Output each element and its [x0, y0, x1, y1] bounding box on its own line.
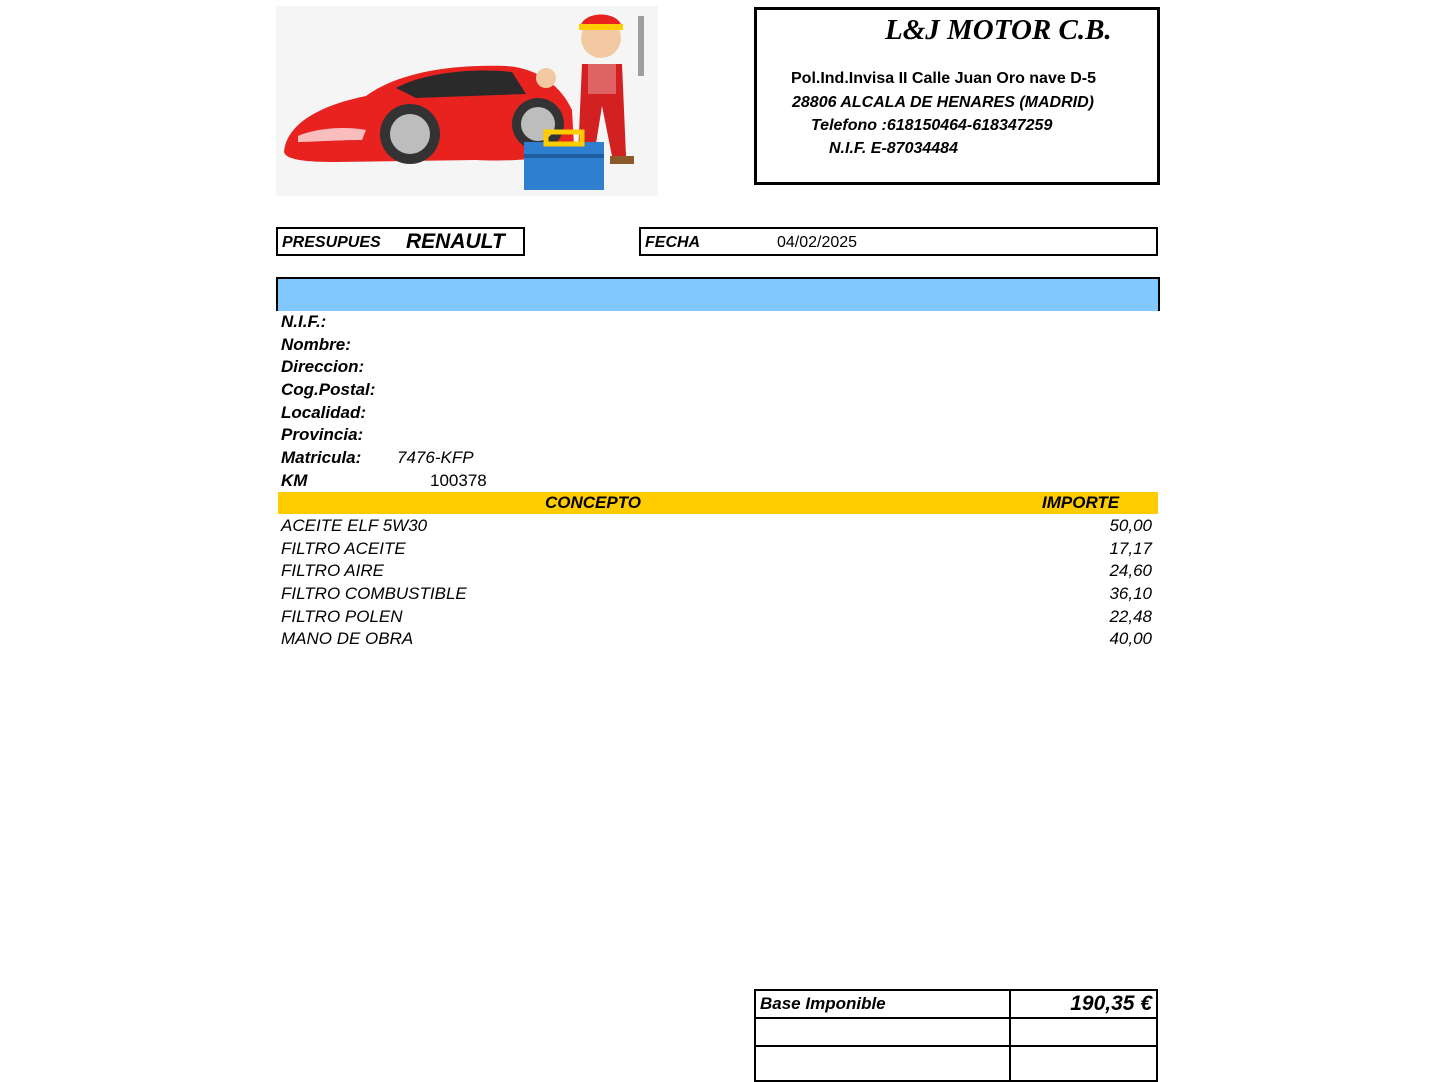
base-imponible-label: Base Imponible: [755, 990, 1010, 1018]
concepto-header: CONCEPTO: [545, 493, 642, 512]
client-header-band: [276, 277, 1160, 311]
presupuesto-label: PRESUPUES: [282, 234, 381, 251]
company-logo: [276, 6, 658, 196]
item-amount: 17,17: [1109, 539, 1152, 558]
nombre-label: Nombre:: [281, 335, 351, 354]
empty-cell: [1010, 1018, 1157, 1046]
localidad-label: Localidad:: [281, 403, 367, 422]
item-amount: 24,60: [1109, 561, 1152, 580]
company-address-line2: 28806 ALCALA DE HENARES (MADRID): [792, 94, 1094, 111]
item-name: FILTRO AIRE: [281, 561, 384, 580]
fecha-box: [639, 227, 1158, 256]
item-amount: 50,00: [1109, 516, 1152, 535]
presupuesto-value: RENAULT: [406, 230, 505, 253]
item-name: ACEITE ELF 5W30: [281, 516, 428, 535]
table-row: [755, 990, 1157, 1018]
matricula-value: 7476-KFP: [397, 448, 474, 467]
item-name: FILTRO ACEITE: [281, 539, 406, 558]
item-amount: 22,48: [1109, 607, 1152, 626]
fecha-label: FECHA: [645, 234, 701, 251]
item-name: FILTRO COMBUSTIBLE: [281, 584, 467, 603]
empty-cell: [1010, 1046, 1157, 1081]
item-amount: 36,10: [1109, 584, 1152, 603]
company-info-box: [754, 7, 1160, 185]
company-nif: N.I.F. E-87034484: [829, 140, 958, 157]
company-phone: Telefono :618150464-618347259: [811, 117, 1053, 134]
base-imponible-value: 190,35 €: [1010, 990, 1157, 1018]
company-address-line1: Pol.Ind.Invisa II Calle Juan Oro nave D-5: [791, 70, 1096, 87]
company-name: L&J MOTOR C.B.: [885, 14, 1112, 46]
empty-cell: [755, 1018, 1010, 1046]
provincia-label: Provincia:: [281, 425, 364, 444]
km-label: KM: [281, 471, 308, 490]
importe-header: IMPORTE: [1042, 493, 1120, 512]
concept-header-band: [278, 492, 1158, 514]
presupuesto-box: [276, 227, 525, 256]
car-mechanic-logo-icon: [276, 6, 658, 196]
empty-cell: [755, 1046, 1010, 1081]
nif-label: N.I.F.:: [281, 312, 327, 331]
item-name: FILTRO POLEN: [281, 607, 403, 626]
direccion-label: Direccion:: [281, 357, 365, 376]
matricula-label: Matricula:: [281, 448, 362, 467]
table-row: [755, 1018, 1157, 1046]
km-value: 100378: [430, 471, 487, 490]
totals-table: [754, 989, 1158, 1082]
item-amount: 40,00: [1109, 629, 1152, 648]
postal-label: Cog.Postal:: [281, 380, 376, 399]
item-name: MANO DE OBRA: [281, 629, 414, 648]
table-row: [755, 1046, 1157, 1081]
fecha-value: 04/02/2025: [777, 234, 858, 251]
